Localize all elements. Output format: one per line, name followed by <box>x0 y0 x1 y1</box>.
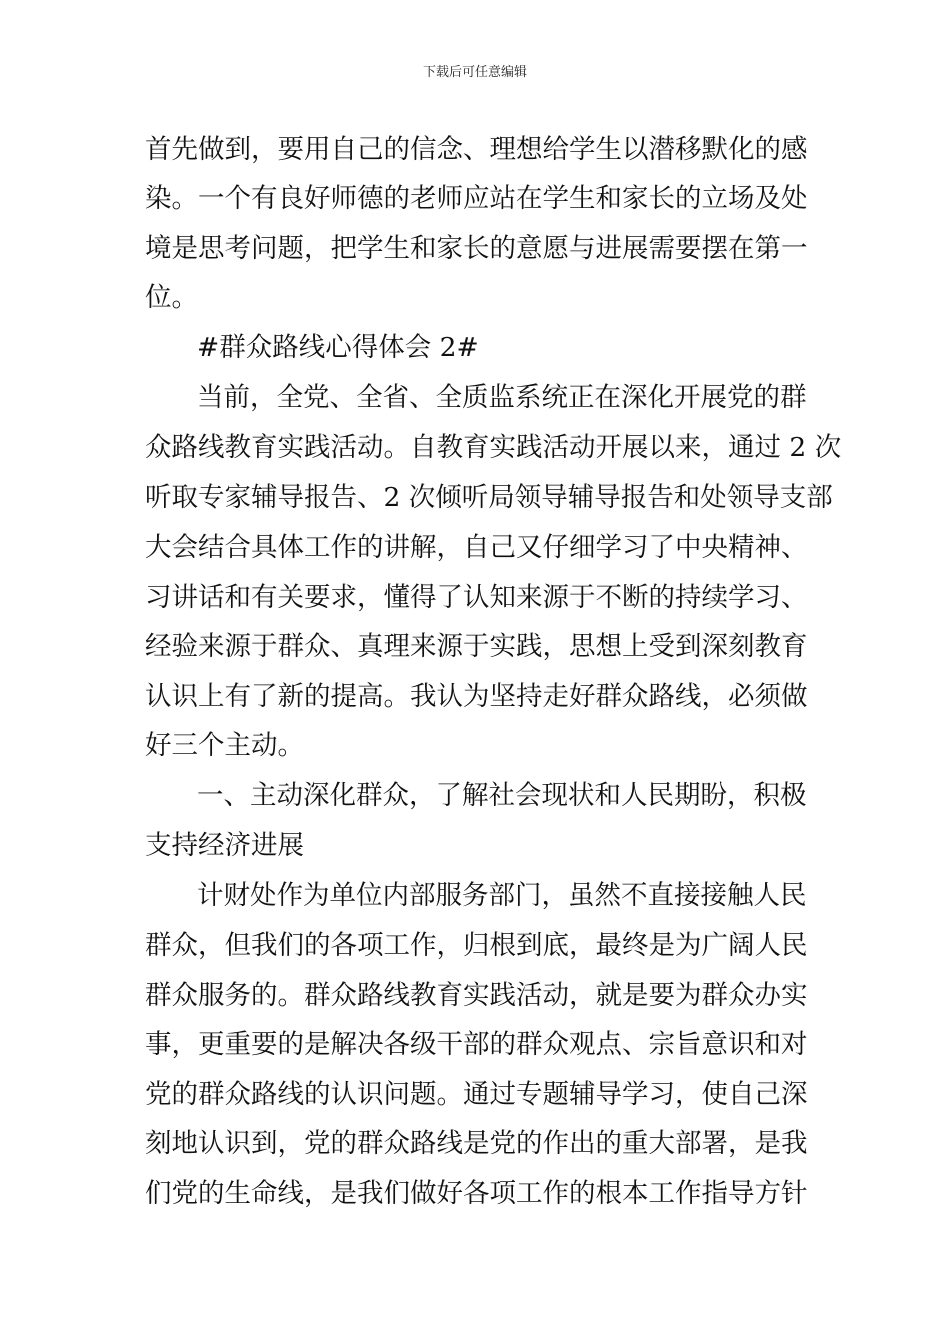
text-line: 事，更重要的是解决各级干部的群众观点、宗旨意识和对 <box>145 1029 808 1060</box>
text-line: 听取专家辅导报告、2 次倾听局领导辅导报告和处领导支部 <box>145 482 833 513</box>
text-line: 大会结合具体工作的讲解，自己又仔细学习了中央精神、 <box>145 532 808 563</box>
text-line: 计财处作为单位内部服务部门，虽然不直接接触人民 <box>197 880 807 911</box>
subheading-line: 一、主动深化群众，了解社会现状和人民期盼，积极 <box>197 780 807 811</box>
text-line: 位。 <box>145 282 198 313</box>
text-line: 刻地认识到，党的群众路线是党的作出的重大部署，是我 <box>145 1128 808 1159</box>
text-line: 好三个主动。 <box>145 730 304 761</box>
text-line: 认识上有了新的提高。我认为坚持走好群众路线，必须做 <box>145 681 808 712</box>
subheading-line: 支持经济进展 <box>145 830 304 861</box>
text-line: 党的群众路线的认识问题。通过专题辅导学习，使自己深 <box>145 1079 808 1110</box>
text-line: 经验来源于群众、真理来源于实践，思想上受到深刻教育 <box>145 631 808 662</box>
text-line: 众路线教育实践活动。自教育实践活动开展以来，通过 2 次 <box>145 432 842 463</box>
text-line: 们党的生命线，是我们做好各项工作的根本工作指导方针 <box>145 1178 808 1209</box>
text-line: 染。一个有良好师德的老师应站在学生和家长的立场及处 <box>145 183 808 214</box>
text-line: 首先做到，要用自己的信念、理想给学生以潜移默化的感 <box>145 134 808 165</box>
page-header: 下载后可任意编辑 <box>422 65 527 80</box>
text-line: 境是思考问题，把学生和家长的意愿与进展需要摆在第一 <box>145 233 808 264</box>
text-line: 当前，全党、全省、全质监系统正在深化开展党的群 <box>197 382 807 413</box>
text-line: 群众，但我们的各项工作，归根到底，最终是为广阔人民 <box>145 930 808 961</box>
text-line: 习讲话和有关要求，懂得了认知来源于不断的持续学习、 <box>145 582 808 613</box>
text-line: 群众服务的。群众路线教育实践活动，就是要为群众办实 <box>145 980 808 1011</box>
section-heading: #群众路线心得体会 2# <box>197 332 479 363</box>
